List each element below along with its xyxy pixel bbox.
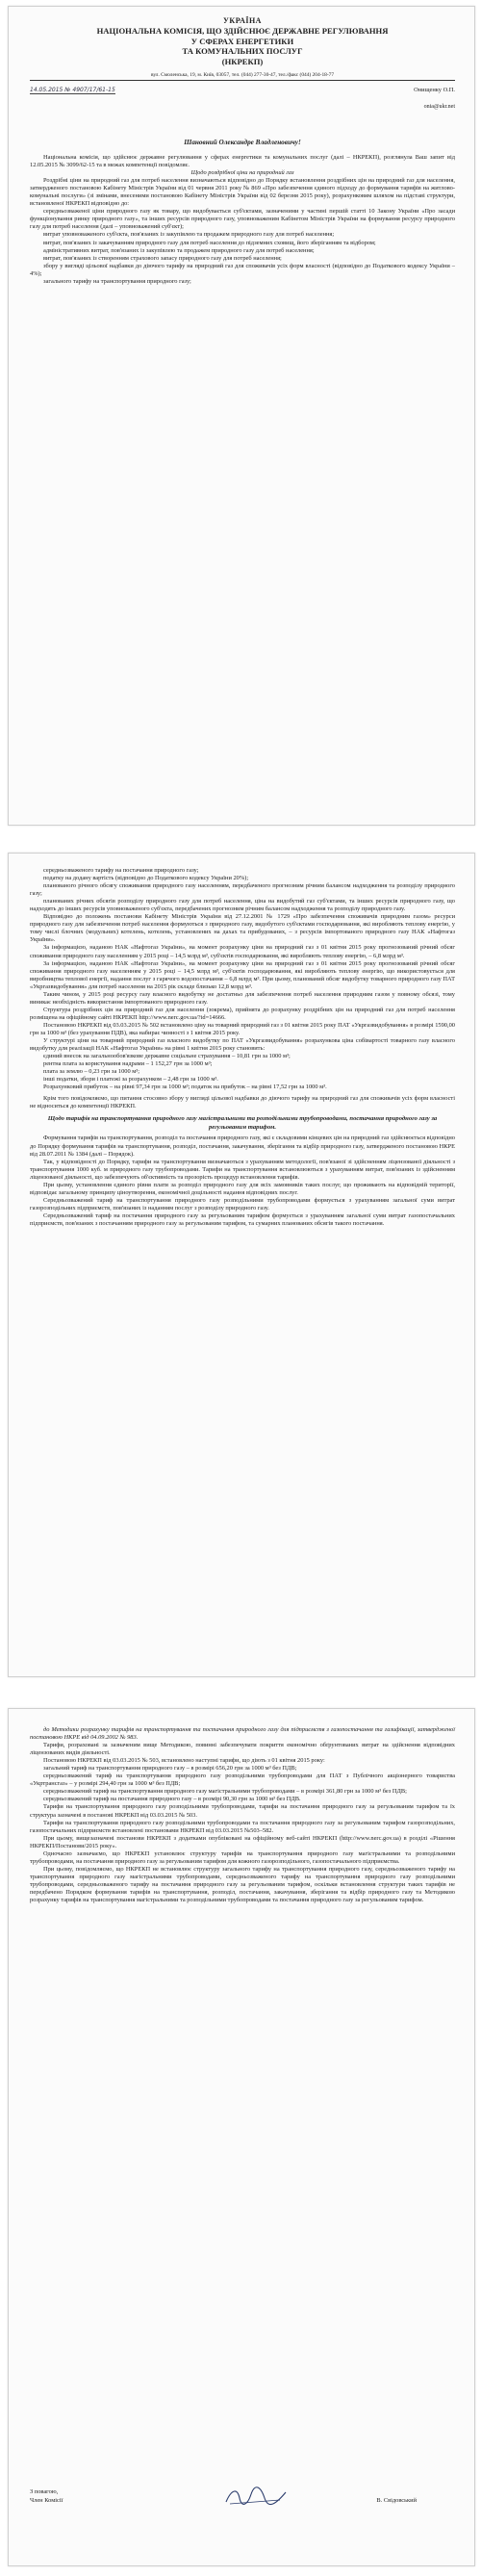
section-subtitle: Щодо роздрібної ціни на природний газ	[190, 169, 294, 177]
paragraph: витрат уповноваженого суб'єкта, пов'язаних із закупівлею та продажем природного газу для потреб населення;	[43, 231, 335, 239]
recipient-name: Онищенку О.П.	[414, 87, 455, 93]
paragraph: При цьому, установлення єдиного рівня плати за розподіл природного газу для всіх замовників таких послуг, що проживають на відповідній території, відповідає загальному принципу ціноутворення, економічної доцільності надання відповідних послуг.	[30, 1181, 455, 1196]
list-item: рентна плата за користування надрами – 1 152,27 грн за 1000 м³;	[43, 1060, 213, 1068]
paragraph: Структура роздрібних цін на природний газ для населення (зокрема), прийнята до розрахунку роздрібних цін на природний газ для потреб населення розміщена на офіційному сайті НКРЕКП http://www.nerc.gov.ua/?id=14666.	[30, 1006, 455, 1021]
paragraph: При цьому, повідомляємо, що НКРЕКП не встановлює структуру загального тарифу на транспортування природного газу, середньозваженого тарифу на транспортування природного газу магістральними трубопроводами, середньозваженого тарифу на транспортування природного газу розподільними трубопроводами, середньозваженого тарифу на постачання природного газу за регульованим тарифом, оскільки встановлення структури таких тарифів не передбачено Порядком формування тарифів на транспортування, розподіл, постачання, закачування, зберігання та відбір природного газу та Методикою розрахунку тарифів на транспортування магістральними та розподільними трубопроводами та постачання природного газу за регульованим тарифом.	[30, 1865, 455, 1904]
paragraph: Так, у відповідності до Порядку, тарифи на транспортування визначаються з урахуванням методології, пов'язаної зі здійсненням ліцензованої діяльності з транспортування 1000 куб. м природного газу трубопроводами. Тарифи на транспортування встановлюються з урахуванням витрат, пов'язаних із здійсненням ліцензованої діяльності, що забезпечують об'єктивність та прозорість процедур встановлення тарифів.	[30, 1158, 455, 1181]
signer-name: В. Свідовський	[376, 2497, 417, 2504]
signature-block	[30, 2488, 455, 2527]
country-heading: УКРАЇНА	[223, 16, 262, 25]
paragraph: середньозваженого тарифу на постачання природного газу;	[43, 867, 199, 874]
registration-row	[30, 87, 455, 100]
organization-name: НАЦІОНАЛЬНА КОМІСІЯ, ЩО ЗДІЙСНЮЄ ДЕРЖАВНЕ РЕГУЛЮВАННЯ У СФЕРАХ ЕНЕРГЕТИКИ ТА КОМУНАЛЬНИХ ПОСЛУГ (НКРЕКП)	[96, 26, 389, 66]
paragraph: Тарифи, розраховані за зазначеним вище Методикою, повинні забезпечувати покриття економічно обґрунтованих витрат на здійснення відповідних ліцензованих видів діяльності.	[30, 1742, 455, 1757]
paragraph: Крім того повідомляємо, що питання стосовно збору у вигляді цільової надбавки до діючого тарифу на природний газ для споживачів усіх форм власності не відноситься до компетенції НКРЕКП.	[30, 1095, 455, 1110]
paragraph: планованих річних обсягів розподілу природного газу для потреб населення, ціна на видобутий газ суб'єктами, та інших ресурсів природного газу, що надходять до інших ресурсів уповноваженого суб'єкта, передбачених прогнозним річним балансом надходження та розподілу природного газу.	[30, 898, 455, 913]
page2-body	[30, 867, 455, 1228]
paragraph: середньозваженої ціни природного газу як товару, що видобувається суб'єктами, зазначеними у частині першій статті 10 Закону України «Про засади функціонування ринку природного газу», та інших ресурсів природного газу, уповноваженим Кабінетом Міністрів України на формування ресурсу природного газу для потреб населення (далі – уповноважений суб'єкт);	[30, 208, 455, 231]
paragraph: За інформацією, наданою НАК «Нафтогаз України», на момент розрахунку ціни на природний газ з 01 квітня 2015 року прогнозований річний обсяг споживання природного газу населенням у 2015 році – 14,5 млрд м³, суб'єктів господарювання, які виробляють теплову енергію, що використовується для виробництва теплової енергії, надання послуг з гарячого водопостачання – 6,8 млрд м³. При цьому, планований обсяг видобутку товарного природного газу ПАТ «Укргазвидобування» для потреб населення на 2015 рік складе близько 12,8 млрд м³.	[30, 959, 455, 990]
paragraph: Роздрібні ціни на природний газ для потреб населення визначаються відповідно до Порядку встановлення роздрібних цін на природний газ для населення, затвердженого постановою Кабінету Міністрів України від 01 червня 2011 року № 869 «Про забезпечення єдиного підходу до формування тарифів на житлово-комунальні послуги» (зі змінами, внесеними постановою Кабінету Міністрів України від 02 березня 2015 року), розрахунковим шляхом на підставі структури, встановленої НКРЕКП відповідно до:	[30, 177, 455, 208]
signer-title: Член Комісії	[30, 2497, 63, 2504]
greeting: Шановний Олександре Владленовичу!	[184, 139, 301, 146]
paragraph: Національна комісія, що здійснює державне регулювання у сферах енергетики та комунальних послуг (далі – НКРЕКП), розглянула Ваш запит від 12.05.2015 № 3099/62-15 та в межах компетенції повідомляє.	[30, 154, 455, 169]
list-item: середньозважений тариф на постачання природного газу – в розмірі 90,30 грн за 1000 м³ без ПДВ.	[43, 1796, 301, 1803]
paragraph: Формування тарифів на транспортування, розподіл та постачання природного газу, які є складовими кінцевих цін на природний газ здійснюється відповідно до Порядку формування тарифів на транспортування, розподіл, постачання, закачування, зберігання та відбір природного газу, затвердженого постановою НКРЕ від 28.07.2011 № 1384 (далі – Порядок).	[30, 1135, 455, 1158]
page3-body	[30, 1726, 455, 1904]
closing-line: З повагою,	[30, 2488, 59, 2495]
paragraph: Середньозважений тариф на постачання природного газу за регульованим тарифом формується з урахуванням загальної суми витрат газопостачальних підприємств, пов'язаних з постачанням природного газу за регульованим тарифом, та сумарних планованих обсягів такого постачання.	[30, 1211, 455, 1227]
paragraph: Тарифи на транспортування природного газу розподільними трубопроводами та постачання природного газу за регульованим тарифом газорозподільних, газопостачальних підприємств встановлені постановами НКРЕКП від 03.03.2015 №503–582.	[30, 1819, 455, 1834]
paragraph: планованого річного обсягу споживання природного газу населенням, передбаченого прогнозним річним балансом надходження та розподілу природного газу;	[30, 882, 455, 898]
paragraph: Тарифи на транспортування природного газу розподільними трубопроводами, тарифи на постачання природного газу за регульованим тарифом та їх структура зазначені в постанові НКРЕКП від 03.03.2015 № 503.	[30, 1803, 455, 1819]
list-item: плата за землю – 0,23 грн за 1000 м³;	[43, 1068, 139, 1076]
paragraph: У структурі ціни на товарний природний газ власного видобутку по ПАТ «Укргазвидобування» розрахункова ціна собівартості товарного газу власного видобутку для реалізації НАК «Нафтогаз України» на рівні 1 квітня 2015 року становить:	[30, 1037, 455, 1053]
paragraph: адміністративних витрат, пов'язаних із закупівлею та продажем природного газу для потреб населення;	[43, 246, 315, 254]
paragraph: Розрахунковий прибуток – на рівні 97,34 грн за 1000 м³; податок на прибуток – на рівні 17,52 грн за 1000 м³.	[43, 1084, 327, 1091]
paragraph: При цьому, вищезазначені постанови НКРЕКП з додатками опубліковані на офіційному веб-сайті НКРЕКП (http://www.nerc.gov.ua) в розділі «Рішення НКРЕКП/Постанови/2015 року».	[30, 1834, 455, 1849]
paragraph: витрат, пов'язаних із створенням страхового запасу природного газу для потреб населення;	[43, 254, 282, 262]
paragraph: Одночасно зазначаємо, що НКРЕКП установлює структуру тарифів на транспортування природного газу магістральними та розподільними трубопроводами, на постачання природного газу за регульованим тарифом для кожного газорозподільного, газопостачального підприємства.	[30, 1849, 455, 1865]
paragraph: до Методики розрахунку тарифів на транспортування та постачання природного газу для підприємств з газопостачання та газифікації, затвердженої постановою НКРЕ від 04.09.2002 № 983.	[30, 1726, 455, 1742]
organization-address: вул. Смоленська, 19, м. Київ, 03057, тел. (044) 277-30-47, тел./факс (044) 204-18-77	[30, 72, 455, 81]
paragraph: податку на додану вартість (відповідно до Податкового кодексу України 20%);	[43, 875, 249, 882]
paragraph: Постановою НКРЕКП від 03.03.2015 № 502 встановлено ціну на товарний природний газ з 01 квітня 2015 року ПАТ «Укргазвидобування» в розмірі 1590,00 грн за 1000 м³ (без урахування ПДВ), яка набирає чинності з 1 квітня 2015 року.	[30, 1021, 455, 1036]
list-item: середньозважений тариф на транспортування природного газу магістральними трубопроводами – в розмірі 361,80 грн за 1000 м³ без ПДВ;	[43, 1788, 407, 1796]
section-subtitle: Щодо тарифів на транспортування природного газу магістральними та розподільними трубопроводами, постачання природного газу за регульованим тарифом.	[47, 1115, 438, 1131]
list-item: інші податки, збори і платежі за розрахунком – 2,48 грн за 1000 м³.	[43, 1076, 218, 1084]
handwritten-signature-icon	[222, 2485, 290, 2510]
registration-number: 14.05.2015 № 4907/17/61-15	[30, 87, 115, 93]
paragraph: збору у вигляді цільової надбавки до діючого тарифу на природний газ для споживачів усіх форм власності (відповідно до Податкового кодексу України – 4%);	[30, 262, 455, 277]
list-item: загальний тариф на транспортування природного газу – в розмірі 656,20 грн за 1000 м³ без ПДВ;	[43, 1765, 297, 1773]
paragraph: Відповідно до положень постанови Кабінету Міністрів України від 27.12.2001 № 1729 «Про забезпечення споживачів природним газом» ресурси природного газу для забезпечення потреб населення формуються з природного газу, видобутого суб'єктами господарювання, які виробляють теплову енергію, у тому числі блочних (модульних) котелень, котелень, установлених на дахах та прибудованих, – з ресурсів імпортованого природного газу НАК «Нафтогаз України».	[30, 913, 455, 944]
paragraph: загального тарифу на транспортування природного газу;	[43, 277, 191, 285]
letter-page-2	[8, 853, 475, 1677]
paragraph: Таким чином, у 2015 році ресурсу газу власного видобутку не достатньо для забезпечення потреб населення природним газом у повному обсязі, тому виникає необхідність використання імпортованого природного газу.	[30, 990, 455, 1006]
page1-body	[30, 154, 455, 286]
paragraph: За інформацією, наданою НАК «Нафтогаз України», на момент розрахунку ціни на природний газ з 01 квітня 2015 року прогнозований річний обсяг споживання природного газу населенням у 2015 році – 14,5 млрд м³, суб'єктів господарювання, які виробляють теплову енергію, – 6,8 млрд м³.	[30, 944, 455, 959]
letter-page-1	[8, 6, 475, 826]
list-item: середньозважений тариф на транспортування природного газу розподільними трубопроводами для ПАТ з Публічного акціонерного товариства «Укртрансгаз» – у розмірі 294,40 грн за 1000 м³ без ПДВ;	[30, 1773, 455, 1788]
letter-page-3	[8, 1708, 475, 2566]
list-item: єдиний внесок на загальнообов'язкове державне соціальне страхування – 10,81 грн за 1000 м³;	[43, 1053, 291, 1060]
paragraph: Середньозважений тариф на транспортування природного газу розподільними трубопроводами формується з урахуванням загальної суми витрат газорозподільних підприємств, пов'язаних із наданням послуг з розподілу природного газу.	[30, 1196, 455, 1211]
paragraph: витрат, пов'язаних із закачуванням природного газу для потреб населення до підземних сховищ, його зберіганням та відбором;	[43, 239, 376, 246]
recipient-email: onia@ukr.net	[423, 104, 455, 110]
paragraph: Постановою НКРЕКП від 03.03.2015 № 503, встановлено наступні тарифи, що діють з 01 квітня 2015 року:	[43, 1757, 325, 1765]
